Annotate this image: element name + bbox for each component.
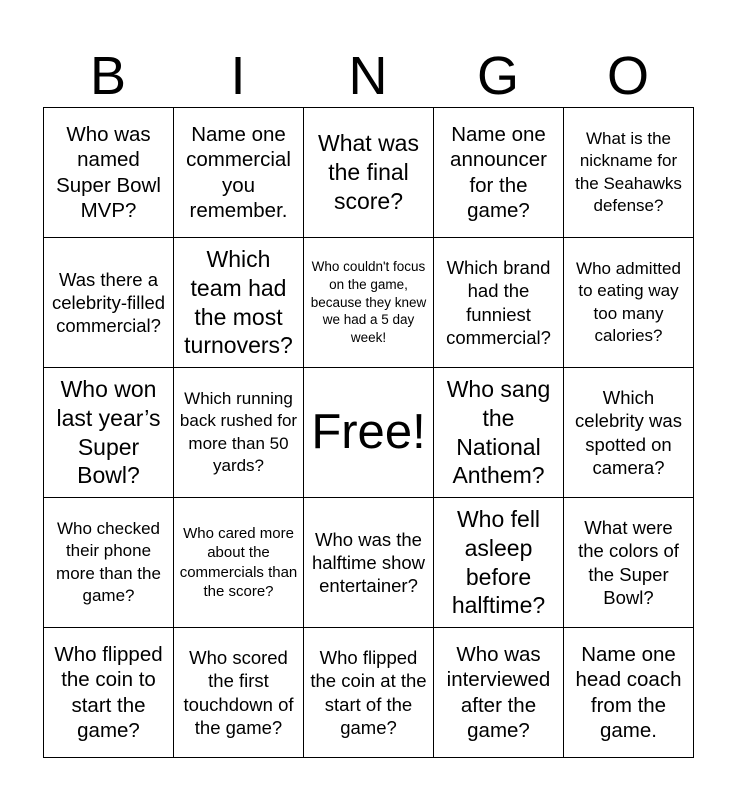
bingo-cell: What was the final score? — [304, 108, 434, 238]
bingo-cell: Who was the halftime show entertainer? — [304, 498, 434, 628]
bingo-cell: Who checked their phone more than the game? — [44, 498, 174, 628]
bingo-cell: Who was interviewed after the game? — [434, 628, 564, 758]
bingo-cell: Name one commercial you remember. — [174, 108, 304, 238]
bingo-cell: Which running back rushed for more than 50 yards? — [174, 368, 304, 498]
bingo-cell: Which brand had the funniest commercial? — [434, 238, 564, 368]
bingo-cell: Was there a celebrity-filled commercial? — [44, 238, 174, 368]
board-row — [44, 368, 694, 498]
board-row — [44, 498, 694, 628]
board-row — [44, 628, 694, 758]
bingo-cell: Which team had the most turnovers? — [174, 238, 304, 368]
bingo-cell: Name one head coach from the game. — [564, 628, 694, 758]
board-row — [44, 238, 694, 368]
bingo-cell: Who sang the National Anthem? — [434, 368, 564, 498]
header-letter-i: I — [230, 46, 246, 106]
header-letter-g: G — [476, 46, 519, 106]
bingo-cell: Who admitted to eating way too many calories? — [564, 238, 694, 368]
header-letter-o: O — [606, 46, 649, 106]
bingo-cell: Who scored the first touchdown of the game? — [174, 628, 304, 758]
bingo-cell: Who was named Super Bowl MVP? — [44, 108, 174, 238]
bingo-cell: Who fell asleep before halftime? — [434, 498, 564, 628]
bingo-cell: What is the nickname for the Seahawks defense? — [564, 108, 694, 238]
bingo-cell: Who flipped the coin to start the game? — [44, 628, 174, 758]
header-letter-n: N — [348, 46, 388, 106]
bingo-cell: Who flipped the coin at the start of the game? — [304, 628, 434, 758]
bingo-cell: Who won last year’s Super Bowl? — [44, 368, 174, 498]
bingo-cell: Who cared more about the commercials than the score? — [174, 498, 304, 628]
bingo-cell: Which celebrity was spotted on camera? — [564, 368, 694, 498]
board-row — [44, 108, 694, 238]
bingo-cell: What were the colors of the Super Bowl? — [564, 498, 694, 628]
bingo-board — [43, 107, 694, 758]
bingo-header — [43, 44, 693, 108]
free-space-cell: Free! — [304, 368, 434, 498]
bingo-cell: Who couldn't focus on the game, because they knew we had a 5 day week! — [304, 238, 434, 368]
header-letter-b: B — [89, 46, 127, 106]
bingo-cell: Name one announcer for the game? — [434, 108, 564, 238]
